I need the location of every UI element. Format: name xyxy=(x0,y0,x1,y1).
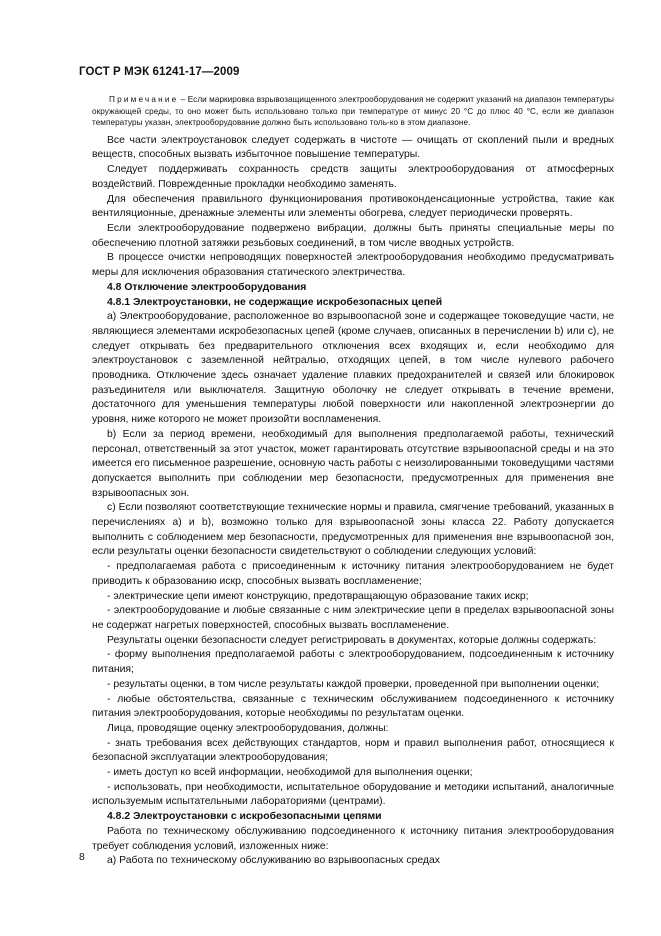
paragraph: а) Электрооборудование, расположенное во взрывоопасной зоне и содержащее токоведущие части, не являющиеся элементами искробезопасных цепей (кроме случаев, описанных в перечислении b) или с), не следует открывать без предварительного отключения всех входящих и, если необходимо для электроустановок с заземленной нейтралью, отходящих цепей, в том числе нулевого рабочего проводника. Отключение здесь означает удаление плавких предохранителей и связей или блокировок разъединителя или выключателя. Защитную оболочку не следует открывать в течение времени, достаточного для уменьшения температуры любой поверхности или накопленной электроэнергии до уровня, ниже которого не может произойти воспламенения. xyxy=(92,311,614,426)
list-item: - результаты оценки, в том числе результаты каждой проверки, проведенной при выполнении оценки; xyxy=(107,678,600,690)
paragraph: Все части электроустановок следует содержать в чистоте — очищать от скоплений пыли и вредных веществ, способных вызвать избыточное повышение температуры. xyxy=(92,134,614,161)
paragraph: Работа по техническому обслуживанию подсоединенного к источнику питания электрооборудования требует соблюдения условий, изложенных ниже: xyxy=(92,825,614,852)
page-number: 8 xyxy=(79,852,85,863)
paragraph: Если электрооборудование подвержено вибрации, должны быть приняты специальные меры по обеспечению плотной затяжки резьбовых соединений, в том числе вводных устройств. xyxy=(92,223,614,249)
paragraph: с) Если позволяют соответствующие технические нормы и правила, смягчение требований, указанных в перечислениях а) и b), возможно только для взрывоопасной зоны класса 22. Работу допускается выполнить с соблюдением мер безопасности, предусмотренных для применения вне взрывоопасной зон, если результаты оценки безопасности свидетельствуют о соблюдении следующих условий: xyxy=(92,502,614,558)
note-text: – Если маркировка взрывозащищенного электрооборудования не содержит указаний на диапазон температуры окружающей среды, то оно может быть использовано только при температуре от минус 20 °С до плюс 40 °С, если же диапазон температуры указан, электрооборудование должно быть использовано толь-ко в этом диапазоне. xyxy=(92,95,614,128)
section-heading-4-8-1: 4.8.1 Электроустановки, не содержащие искробезопасных цепей xyxy=(107,296,443,308)
list-item: - предполагаемая работа с присоединенным к источнику питания электрооборудованием не будет приводить к образованию искр, способных вызвать воспламенение; xyxy=(92,561,614,587)
list-item: - иметь доступ ко всей информации, необходимой для выполнения оценки; xyxy=(107,767,473,779)
list-item: - электрические цепи имеют конструкцию, предотвращающую образование таких искр; xyxy=(107,590,529,602)
paragraph: а) Работа по техническому обслуживанию во взрывоопасных средах xyxy=(107,855,440,867)
paragraph: Для обеспечения правильного функционирования противоконденсационные устройства, такие как вентиляционные, дренажные элементы или элементы обогрева, следует периодически проверять. xyxy=(92,193,614,220)
paragraph: В процессе очистки непроводящих поверхностей электрооборудования необходимо предусматривать меры для исключения образования статического электричества. xyxy=(92,252,614,279)
list-item: - использовать, при необходимости, испытательное оборудование и методики испытаний, аналогичные используемым испытательными лабораториями (центрами). xyxy=(92,781,614,808)
note-paragraph xyxy=(92,94,614,129)
document-header: ГОСТ Р МЭК 61241-17—2009 xyxy=(79,66,240,78)
paragraph: Результаты оценки безопасности следует регистрировать в документах, которые должны содержать: xyxy=(107,634,597,646)
paragraph: Следует поддерживать сохранность средств защиты электрооборудования от атмосферных воздействий. Поврежденные прокладки необходимо заменять. xyxy=(92,164,614,190)
paragraph: Лица, проводящие оценку электрооборудования, должны: xyxy=(107,722,389,734)
list-item: - знать требования всех действующих стандартов, норм и правил выполнения работ, относящиеся к безопасной эксплуатации электрооборудования; xyxy=(92,737,614,764)
list-item: - электрооборудование и любые связанные с ним электрические цепи в пределах взрывоопасной зоны не содержат нагретых поверхностей, способных вызвать воспламенение. xyxy=(92,605,614,631)
list-item: - форму выполнения предполагаемой работы с электрооборудованием, подсоединенным к источнику питания; xyxy=(92,649,614,676)
section-heading-4-8: 4.8 Отключение электрооборудования xyxy=(107,281,307,293)
section-heading-4-8-2: 4.8.2 Электроустановки с искробезопасными цепями xyxy=(107,811,382,823)
document-body xyxy=(92,94,614,869)
paragraph: b) Если за период времени, необходимый для выполнения предполагаемой работы, технический персонал, ответственный за этот участок, может гарантировать отсутствие взрывоопасной среды и на это имеется его письменное разрешение, основную часть работы с неизолированными токоведущими частями допускается выполнить при соблюдении мер безопасности, предусмотренных для применения вне взрывоопасных зон. xyxy=(92,428,614,499)
note-label: Примечание xyxy=(109,95,179,104)
list-item: - любые обстоятельства, связанные с техническим обслуживанием подсоединенного к источнику питания электрооборудования, которые необходимы по результатам оценки. xyxy=(92,693,614,720)
